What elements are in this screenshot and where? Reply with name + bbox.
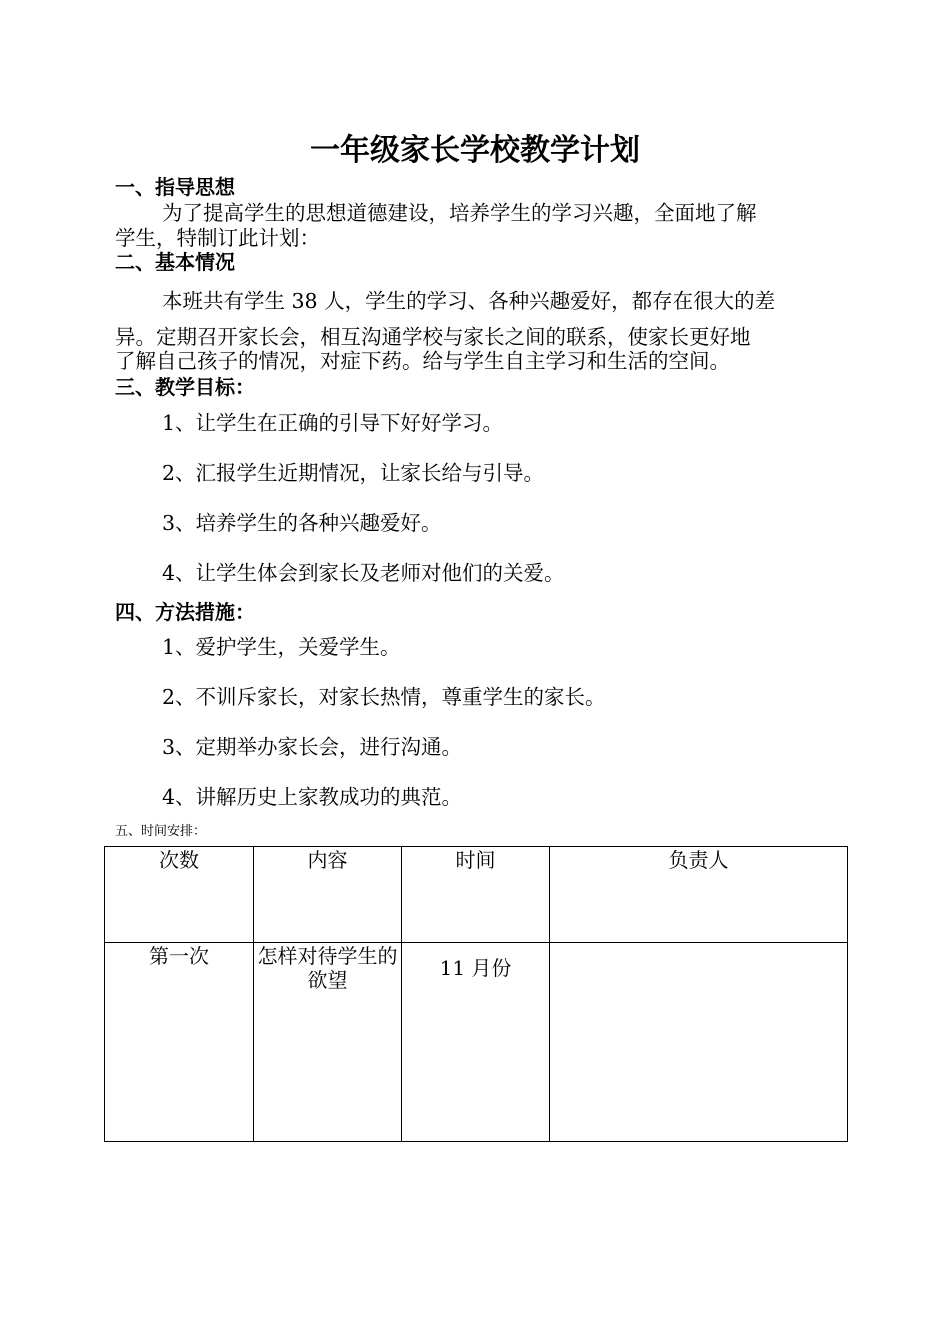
document-title: 一年级家长学校教学计划 <box>310 133 640 168</box>
section-2-line-3: 了解自己孩子的情况，对症下药。给与学生自主学习和生活的空间。 <box>115 349 730 373</box>
row-1-time: 11 月份 <box>402 943 550 1142</box>
section-1-line-2: 学生，特制订此计划： <box>115 226 320 250</box>
section-4-item-2: 2、不训斥家长，对家长热情，尊重学生的家长。 <box>162 685 606 709</box>
row-1-owner <box>550 943 848 1142</box>
section-4-item-1: 1、爱护学生，关爱学生。 <box>162 635 401 659</box>
header-time: 时间 <box>402 847 550 943</box>
section-4-item-3: 3、定期举办家长会，进行沟通。 <box>162 735 463 759</box>
section-2-line-2: 异。定期召开家长会，相互沟通学校与家长之间的联系，使家长更好地 <box>115 325 751 349</box>
schedule-table <box>104 846 848 1142</box>
section-3-item-3: 3、培养学生的各种兴趣爱好。 <box>162 511 442 535</box>
row-1-content: 怎样对待学生的欲望 <box>254 943 402 1142</box>
header-content: 内容 <box>254 847 402 943</box>
section-3-heading: 三、教学目标： <box>115 375 255 399</box>
section-3-item-4: 4、让学生体会到家长及老师对他们的关爱。 <box>162 561 565 585</box>
section-4-item-4: 4、讲解历史上家教成功的典范。 <box>162 785 463 809</box>
header-count: 次数 <box>105 847 254 943</box>
section-3-item-2: 2、汇报学生近期情况，让家长给与引导。 <box>162 461 545 485</box>
section-5-heading: 五、时间安排： <box>115 824 207 839</box>
section-2-heading: 二、基本情况 <box>115 250 235 274</box>
table-header-row <box>105 847 848 943</box>
section-4-heading: 四、方法措施： <box>115 600 255 624</box>
header-owner: 负责人 <box>550 847 848 943</box>
section-3-item-1: 1、让学生在正确的引导下好好学习。 <box>162 411 504 435</box>
section-1-heading: 一、指导思想 <box>115 175 235 199</box>
table-row <box>105 943 848 1142</box>
row-1-count: 第一次 <box>105 943 254 1142</box>
section-1-line-1: 为了提高学生的思想道德建设，培养学生的学习兴趣，全面地了解 <box>162 201 757 225</box>
section-2-line-1: 本班共有学生 38 人，学生的学习、各种兴趣爱好，都存在很大的差 <box>162 289 776 313</box>
